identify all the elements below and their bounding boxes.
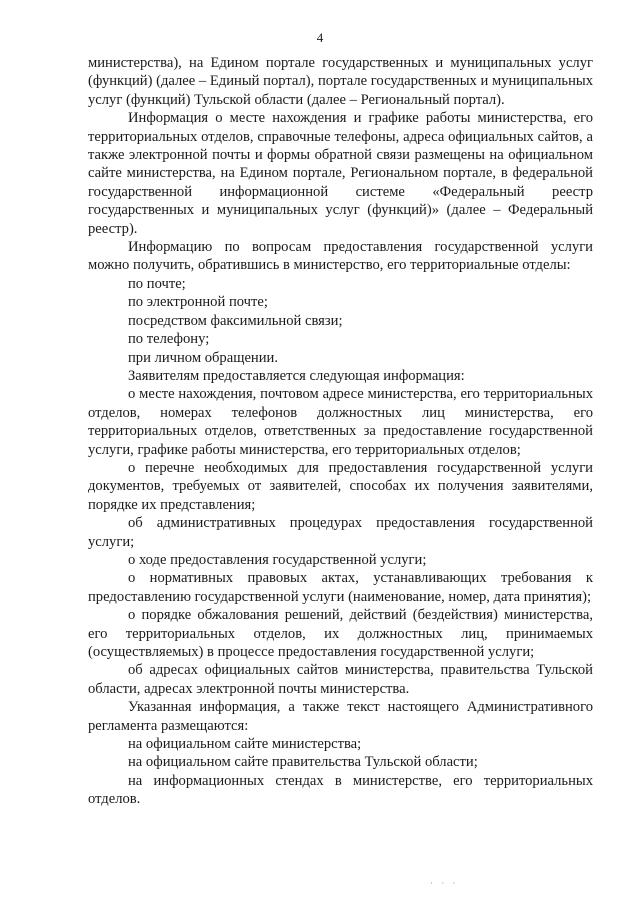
- page-number: 4: [316, 30, 324, 45]
- paragraph: о нормативных правовых актах, устанавливающих требования к предоставлению государственной услуги (наименование, номер, дата принятия);: [88, 570, 593, 605]
- paragraph: Информацию по вопросам предоставления государственной услуги можно получить, обратившись в министерство, его территориальные отделы:: [88, 239, 593, 274]
- paragraph: на официальном сайте правительства Тульской области;: [128, 754, 478, 771]
- paragraph: об адресах официальных сайтов министерства, правительства Тульской области, адресах электронной почты министерства.: [88, 662, 593, 697]
- paragraph: по почте;: [128, 275, 186, 292]
- scan-artifact: · · ·: [430, 878, 459, 888]
- paragraph: о порядке обжалования решений, действий (бездействия) министерства, его территориальных отделов, их должностных лиц, принимаемых (осуществляемых) в процессе предоставления государственной услуги;: [88, 607, 593, 660]
- paragraph: Указанная информация, а также текст настоящего Административного регламента размещаются:: [88, 699, 593, 734]
- paragraph: министерства), на Едином портале государственных и муниципальных услуг (функций) (далее – Единый портал), портале государственных и муниципальных услуг (функций) Тульской области (далее – Региональный портал).: [88, 55, 593, 108]
- paragraph: о ходе предоставления государственной услуги;: [128, 551, 427, 568]
- paragraph: Заявителям предоставляется следующая информация:: [128, 367, 465, 384]
- paragraph: по телефону;: [128, 331, 210, 348]
- paragraph: о перечне необходимых для предоставления государственной услуги документов, требуемых от заявителей, способах их получения заявителями, порядке их представления;: [88, 459, 593, 513]
- paragraph: о месте нахождения, почтовом адресе министерства, его территориальных отделов, номерах телефонов должностных лиц министерства, его территориальных отделов, ответственных за предоставление государственной услуги, графике работы министерства, его территориальных отделов;: [88, 386, 593, 458]
- paragraph: по электронной почте;: [128, 294, 268, 311]
- paragraph: посредством факсимильной связи;: [128, 312, 343, 329]
- paragraph: об административных процедурах предоставления государственной услуги;: [88, 515, 593, 550]
- paragraph: при личном обращении.: [128, 349, 278, 366]
- document-body: [88, 54, 593, 809]
- paragraph: на официальном сайте министерства;: [128, 736, 362, 753]
- paragraph: Информация о месте нахождения и графике работы министерства, его территориальных отделов, справочные телефоны, адреса официальных сайтов, а также электронной почты и формы обратной связи размещены на официальном сайте министерства, на Едином портале, Региональном портале, в федеральной государственной информационной системе «Федеральный реестр государственных и муниципальных услуг (функций)» (далее – Федеральный реестр).: [88, 110, 593, 237]
- paragraph: на информационных стендах в министерстве, его территориальных отделов.: [88, 772, 593, 808]
